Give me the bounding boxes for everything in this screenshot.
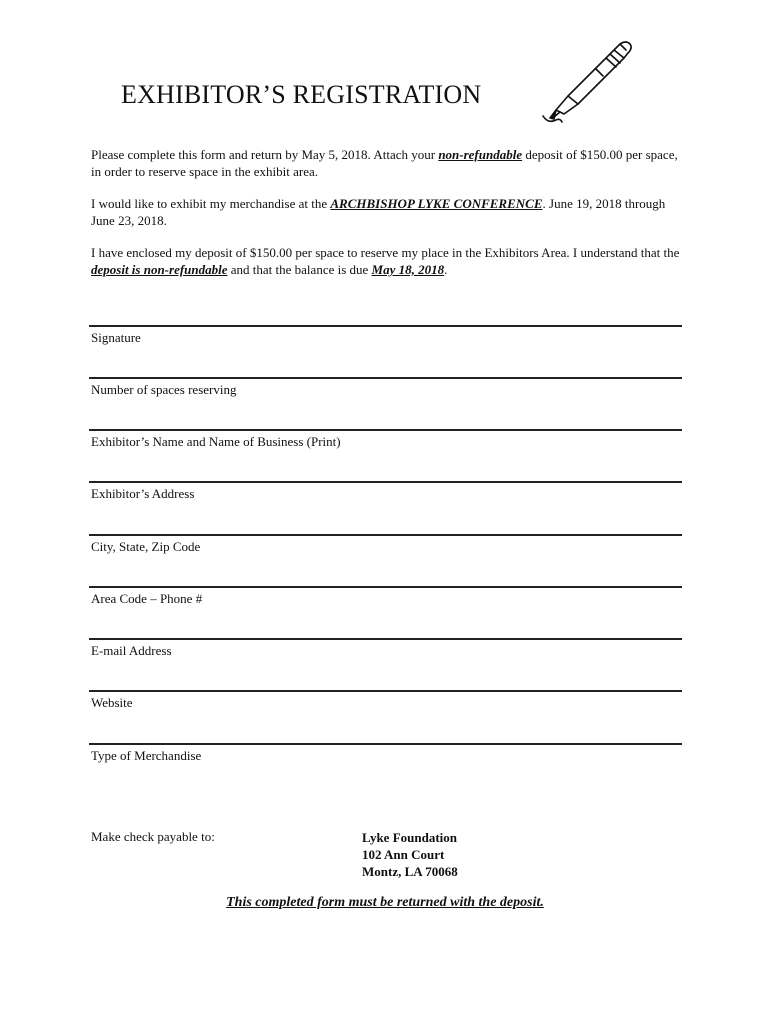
website-label: Website — [91, 695, 133, 710]
balance-due-date: May 18, 2018 — [371, 262, 445, 277]
merchandise-label: Type of Merchandise — [91, 748, 202, 763]
signature-label: Signature — [91, 330, 141, 345]
exhibitor-name-label: Exhibitor’s Name and Name of Business (Print) — [91, 434, 341, 449]
non-refundable-emphasis: non-refundable — [438, 147, 523, 162]
page-title: EXHIBITOR’S REGISTRATION — [121, 80, 482, 109]
payee-name: Lyke Foundation — [362, 830, 458, 845]
conference-paragraph: I would like to exhibit my merchandise at the ARCHBISHOP LYKE CONFERENCE. June 19, 2018 through June 23, 2018. — [91, 196, 666, 228]
conference-name: ARCHBISHOP LYKE CONFERENCE — [330, 196, 543, 211]
payee-street: 102 Ann Court — [362, 847, 445, 862]
spaces-label: Number of spaces reserving — [91, 382, 237, 397]
fountain-pen-icon — [540, 38, 636, 124]
signature-field[interactable] — [89, 325, 682, 345]
exhibitor-address-field[interactable] — [89, 481, 682, 501]
phone-label: Area Code – Phone # — [91, 591, 203, 606]
exhibitor-name-field[interactable] — [89, 429, 682, 449]
instructions-paragraph: Please complete this form and return by May 5, 2018. Attach your non-refundable deposit of $150.00 per space, in order to reserve space in the exhibit area. — [91, 147, 678, 179]
deposit-paragraph: I have enclosed my deposit of $150.00 per space to reserve my place in the Exhibitors Area. I understand that the deposit is non-refundable and that the balance is due May 18, 2018. — [91, 245, 680, 277]
email-label: E-mail Address — [91, 643, 172, 658]
city-state-zip-label: City, State, Zip Code — [91, 539, 201, 554]
merchandise-field[interactable] — [89, 743, 682, 763]
exhibitor-address-label: Exhibitor’s Address — [91, 486, 195, 501]
deposit-non-refundable-emphasis: deposit is non-refundable — [91, 262, 228, 277]
city-state-zip-field[interactable] — [89, 534, 682, 554]
payee-address — [362, 829, 458, 880]
email-field[interactable] — [89, 638, 682, 658]
payable-label: Make check payable to: — [91, 829, 215, 844]
payee-city: Montz, LA 70068 — [362, 864, 458, 879]
phone-field[interactable] — [89, 586, 682, 606]
return-notice: This completed form must be returned with the deposit. — [226, 895, 544, 910]
website-field[interactable] — [89, 690, 682, 710]
spaces-field[interactable] — [89, 377, 682, 397]
